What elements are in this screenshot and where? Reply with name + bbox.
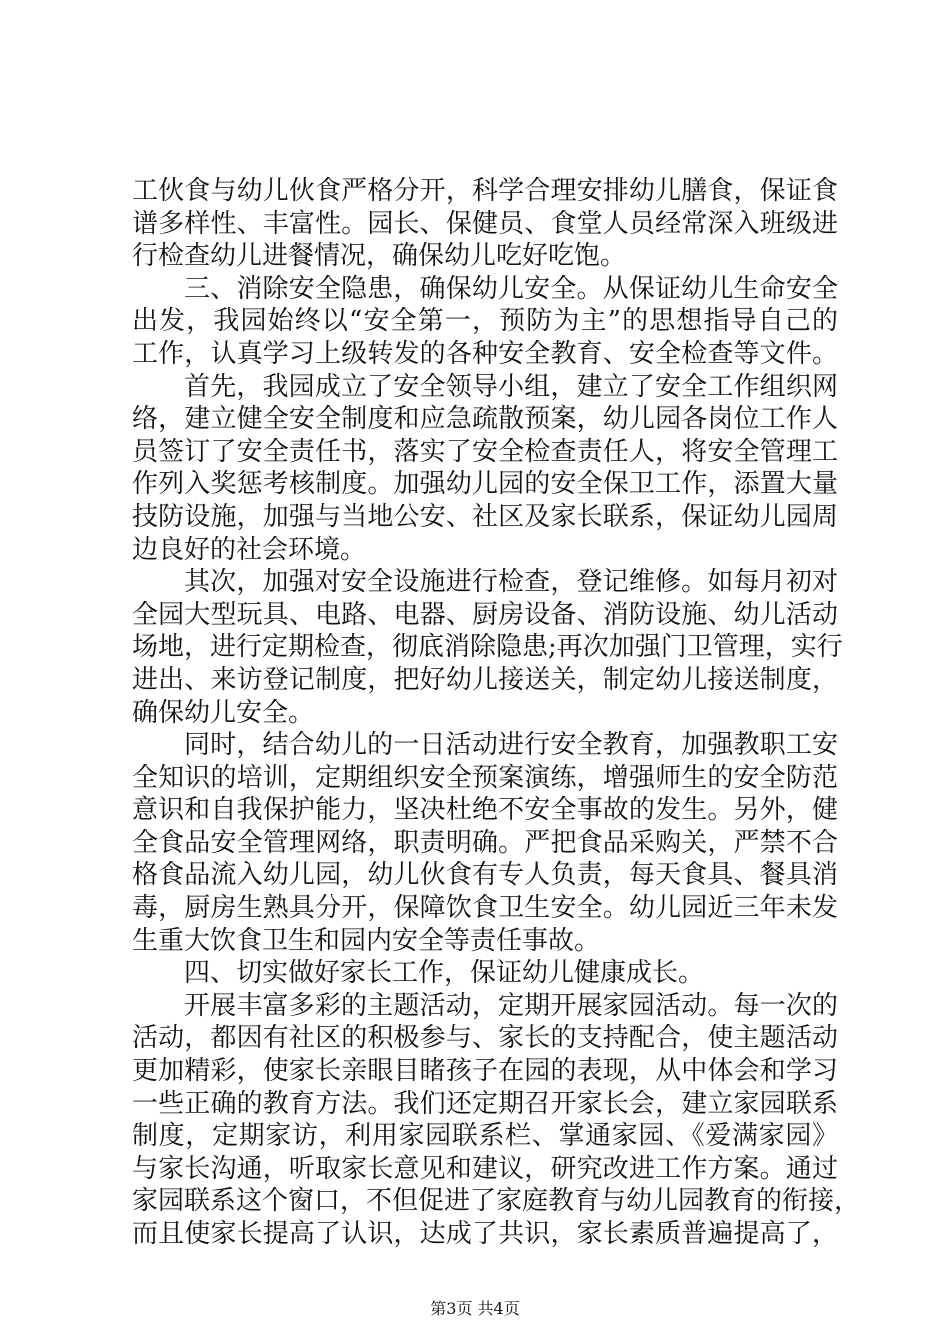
text-line: 员签订了安全责任书，落实了安全检查责任人，将安全管理工: [132, 436, 838, 467]
document-body: [132, 175, 861, 1251]
text-line: 络，建立健全安全制度和应急疏散预案，幼儿园各岗位工作人: [132, 404, 838, 435]
paragraph-start: 开展丰富多彩的主题活动，定期开展家园活动。每一次的: [184, 990, 838, 1021]
text-line: 出发，我园始终以“安全第一，预防为主”的思想指导自己的: [132, 306, 838, 337]
text-line: 意识和自我保护能力，坚决杜绝不安全事故的发生。另外，健: [132, 795, 838, 826]
text-line: 制度，定期家访，利用家园联系栏、掌通家园、《爱满家园》: [132, 1121, 838, 1152]
text-line: 全园大型玩具、电路、电器、厨房设备、消防设施、幼儿活动: [132, 599, 838, 630]
text-line: 一些正确的教育方法。我们还定期召开家长会，建立家园联系: [132, 1088, 838, 1119]
page-footer: 第3页 共4页: [430, 1299, 520, 1318]
text-line: 而且使家长提高了认识，达成了共识，家长素质普遍提高了，: [132, 1219, 838, 1249]
text-line: 谱多样性、丰富性。园长、保健员、食堂人员经常深入班级进: [132, 208, 838, 239]
paragraph-start: 其次，加强对安全设施进行检查，登记维修。如每月初对: [184, 567, 838, 598]
text-line: 作列入奖惩考核制度。加强幼儿园的安全保卫工作，添置大量: [132, 469, 838, 500]
text-line: 全知识的培训，定期组织安全预案演练，增强师生的安全防范: [132, 762, 838, 793]
text-line: 活动，都因有社区的积极参与、家长的支持配合，使主题活动: [132, 1023, 838, 1054]
text-line: 边良好的社会环境。: [132, 534, 367, 565]
text-line: 毒，厨房生熟具分开，保障饮食卫生安全。幼儿园近三年未发: [132, 893, 838, 924]
text-line: 全食品安全管理网络，职责明确。严把食品采购关，严禁不合: [132, 827, 838, 858]
text-line: 确保幼儿安全。: [132, 697, 315, 728]
paragraph-start: 同时，结合幼儿的一日活动进行安全教育，加强教职工安: [184, 730, 838, 761]
text-line: 场地，进行定期检查，彻底消除隐患;再次加强门卫管理，实行: [132, 632, 843, 663]
text-line: 工作，认真学习上级转发的各种安全教育、安全检查等文件。: [132, 338, 838, 369]
text-line: 工伙食与幼儿伙食严格分开，科学合理安排幼儿膳食，保证食: [132, 176, 838, 206]
text-line: 技防设施，加强与当地公安、社区及家长联系，保证幼儿园周: [132, 501, 838, 532]
text-line: 生重大饮食卫生和园内安全等责任事故。: [132, 925, 601, 956]
text-line: 格食品流入幼儿园，幼儿伙食有专人负责，每天食具、餐具消: [132, 860, 838, 891]
text-line: 家园联系这个窗口，不但促进了家庭教育与幼儿园教育的衔接，: [132, 1186, 861, 1217]
text-line: 行检查幼儿进餐情况，确保幼儿吃好吃饱。: [132, 241, 627, 272]
text-line: 更加精彩，使家长亲眼目睹孩子在园的表现，从中体会和学习: [132, 1056, 838, 1087]
section-heading-3: 三、消除安全隐患，确保幼儿安全。从保证幼儿生命安全: [184, 273, 838, 304]
paragraph-start: 首先，我园成立了安全领导小组，建立了安全工作组织网: [184, 371, 838, 402]
text-line: 进出、来访登记制度，把好幼儿接送关，制定幼儿接送制度，: [132, 664, 838, 695]
text-line: 与家长沟通，听取家长意见和建议，研究改进工作方案。通过: [132, 1153, 838, 1184]
section-heading-4: 四、切实做好家长工作，保证幼儿健康成长。: [184, 958, 705, 989]
